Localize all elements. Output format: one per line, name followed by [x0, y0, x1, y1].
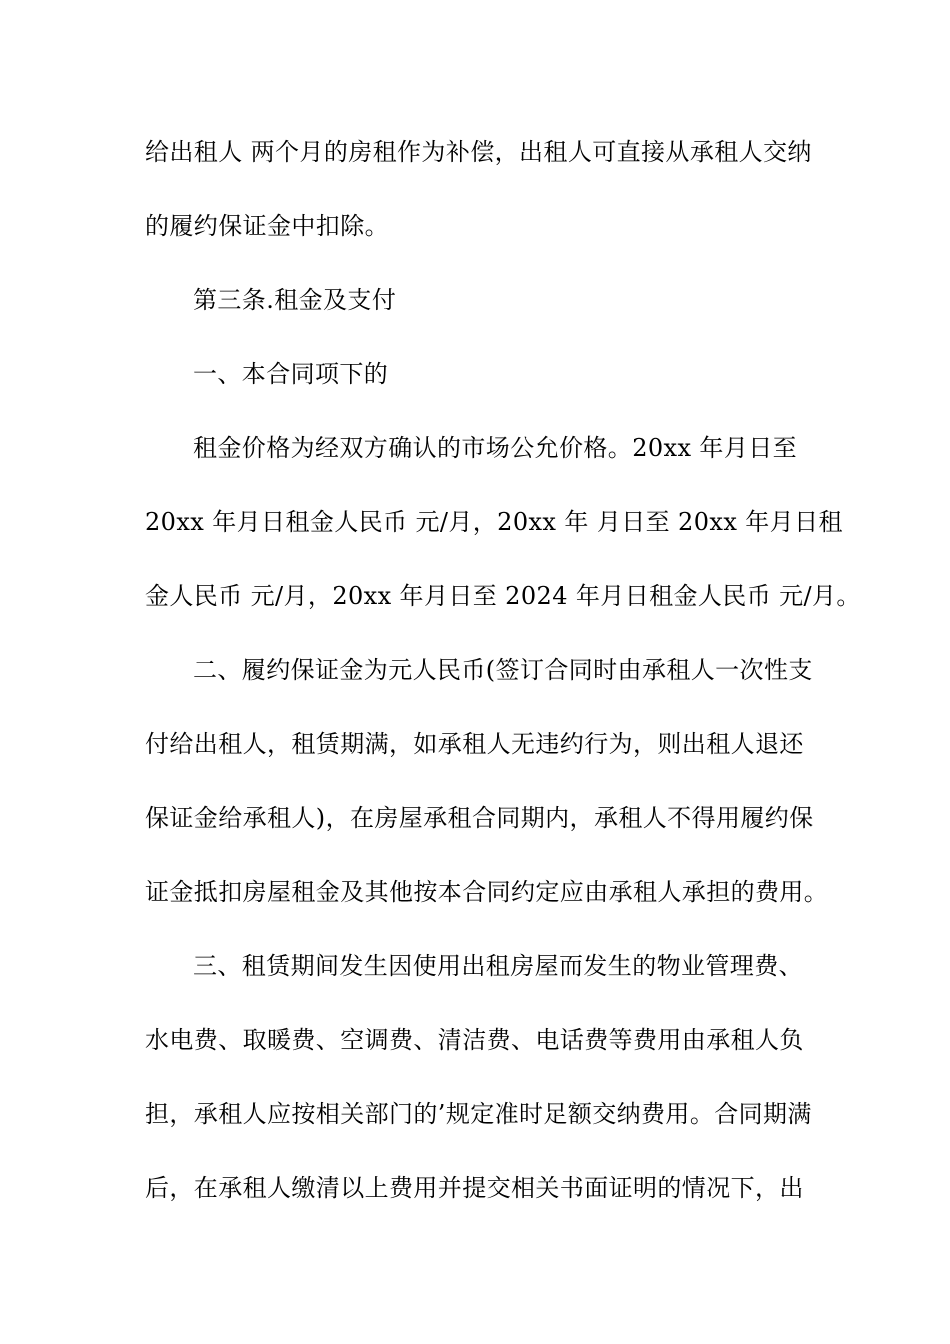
- body-text-line: 20xx 年月日租金人民币 元/月，20xx 年 月日至 20xx 年月日租: [145, 508, 843, 536]
- body-text-line: 付给出租人，租赁期满，如承租人无违约行为，则出租人退还: [145, 730, 804, 758]
- body-text-line: 二、履约保证金为元人民币(签订合同时由承租人一次性支: [193, 656, 813, 684]
- body-text-line: 后，在承租人缴清以上费用并提交相关书面证明的情况下，出: [145, 1174, 804, 1202]
- body-text-line: 一、本合同项下的: [193, 360, 389, 388]
- body-text-line: 三、租赁期间发生因使用出租房屋而发生的物业管理费、: [193, 952, 803, 980]
- body-text-line: 担，承租人应按相关部门的’规定准时足额交纳费用。合同期满: [145, 1100, 812, 1128]
- body-text-line: 金人民币 元/月，20xx 年月日至 2024 年月日租金人民币 元/月。: [145, 582, 861, 610]
- body-text-line: 租金价格为经双方确认的市场公允价格。20xx 年月日至: [193, 434, 798, 462]
- body-text-line: 水电费、取暖费、空调费、清洁费、电话费等费用由承租人负: [145, 1026, 804, 1054]
- body-text-line: 给出租人 两个月的房租作为补偿，出租人可直接从承租人交纳: [145, 138, 812, 166]
- body-text-line: 证金抵扣房屋租金及其他按本合同约定应由承租人承担的费用。: [145, 878, 829, 906]
- section-heading: 第三条.租金及支付: [193, 286, 397, 314]
- body-text-line: 保证金给承租人)，在房屋承租合同期内，承租人不得用履约保: [145, 804, 814, 832]
- body-text-line: 的履约保证金中扣除。: [145, 212, 389, 240]
